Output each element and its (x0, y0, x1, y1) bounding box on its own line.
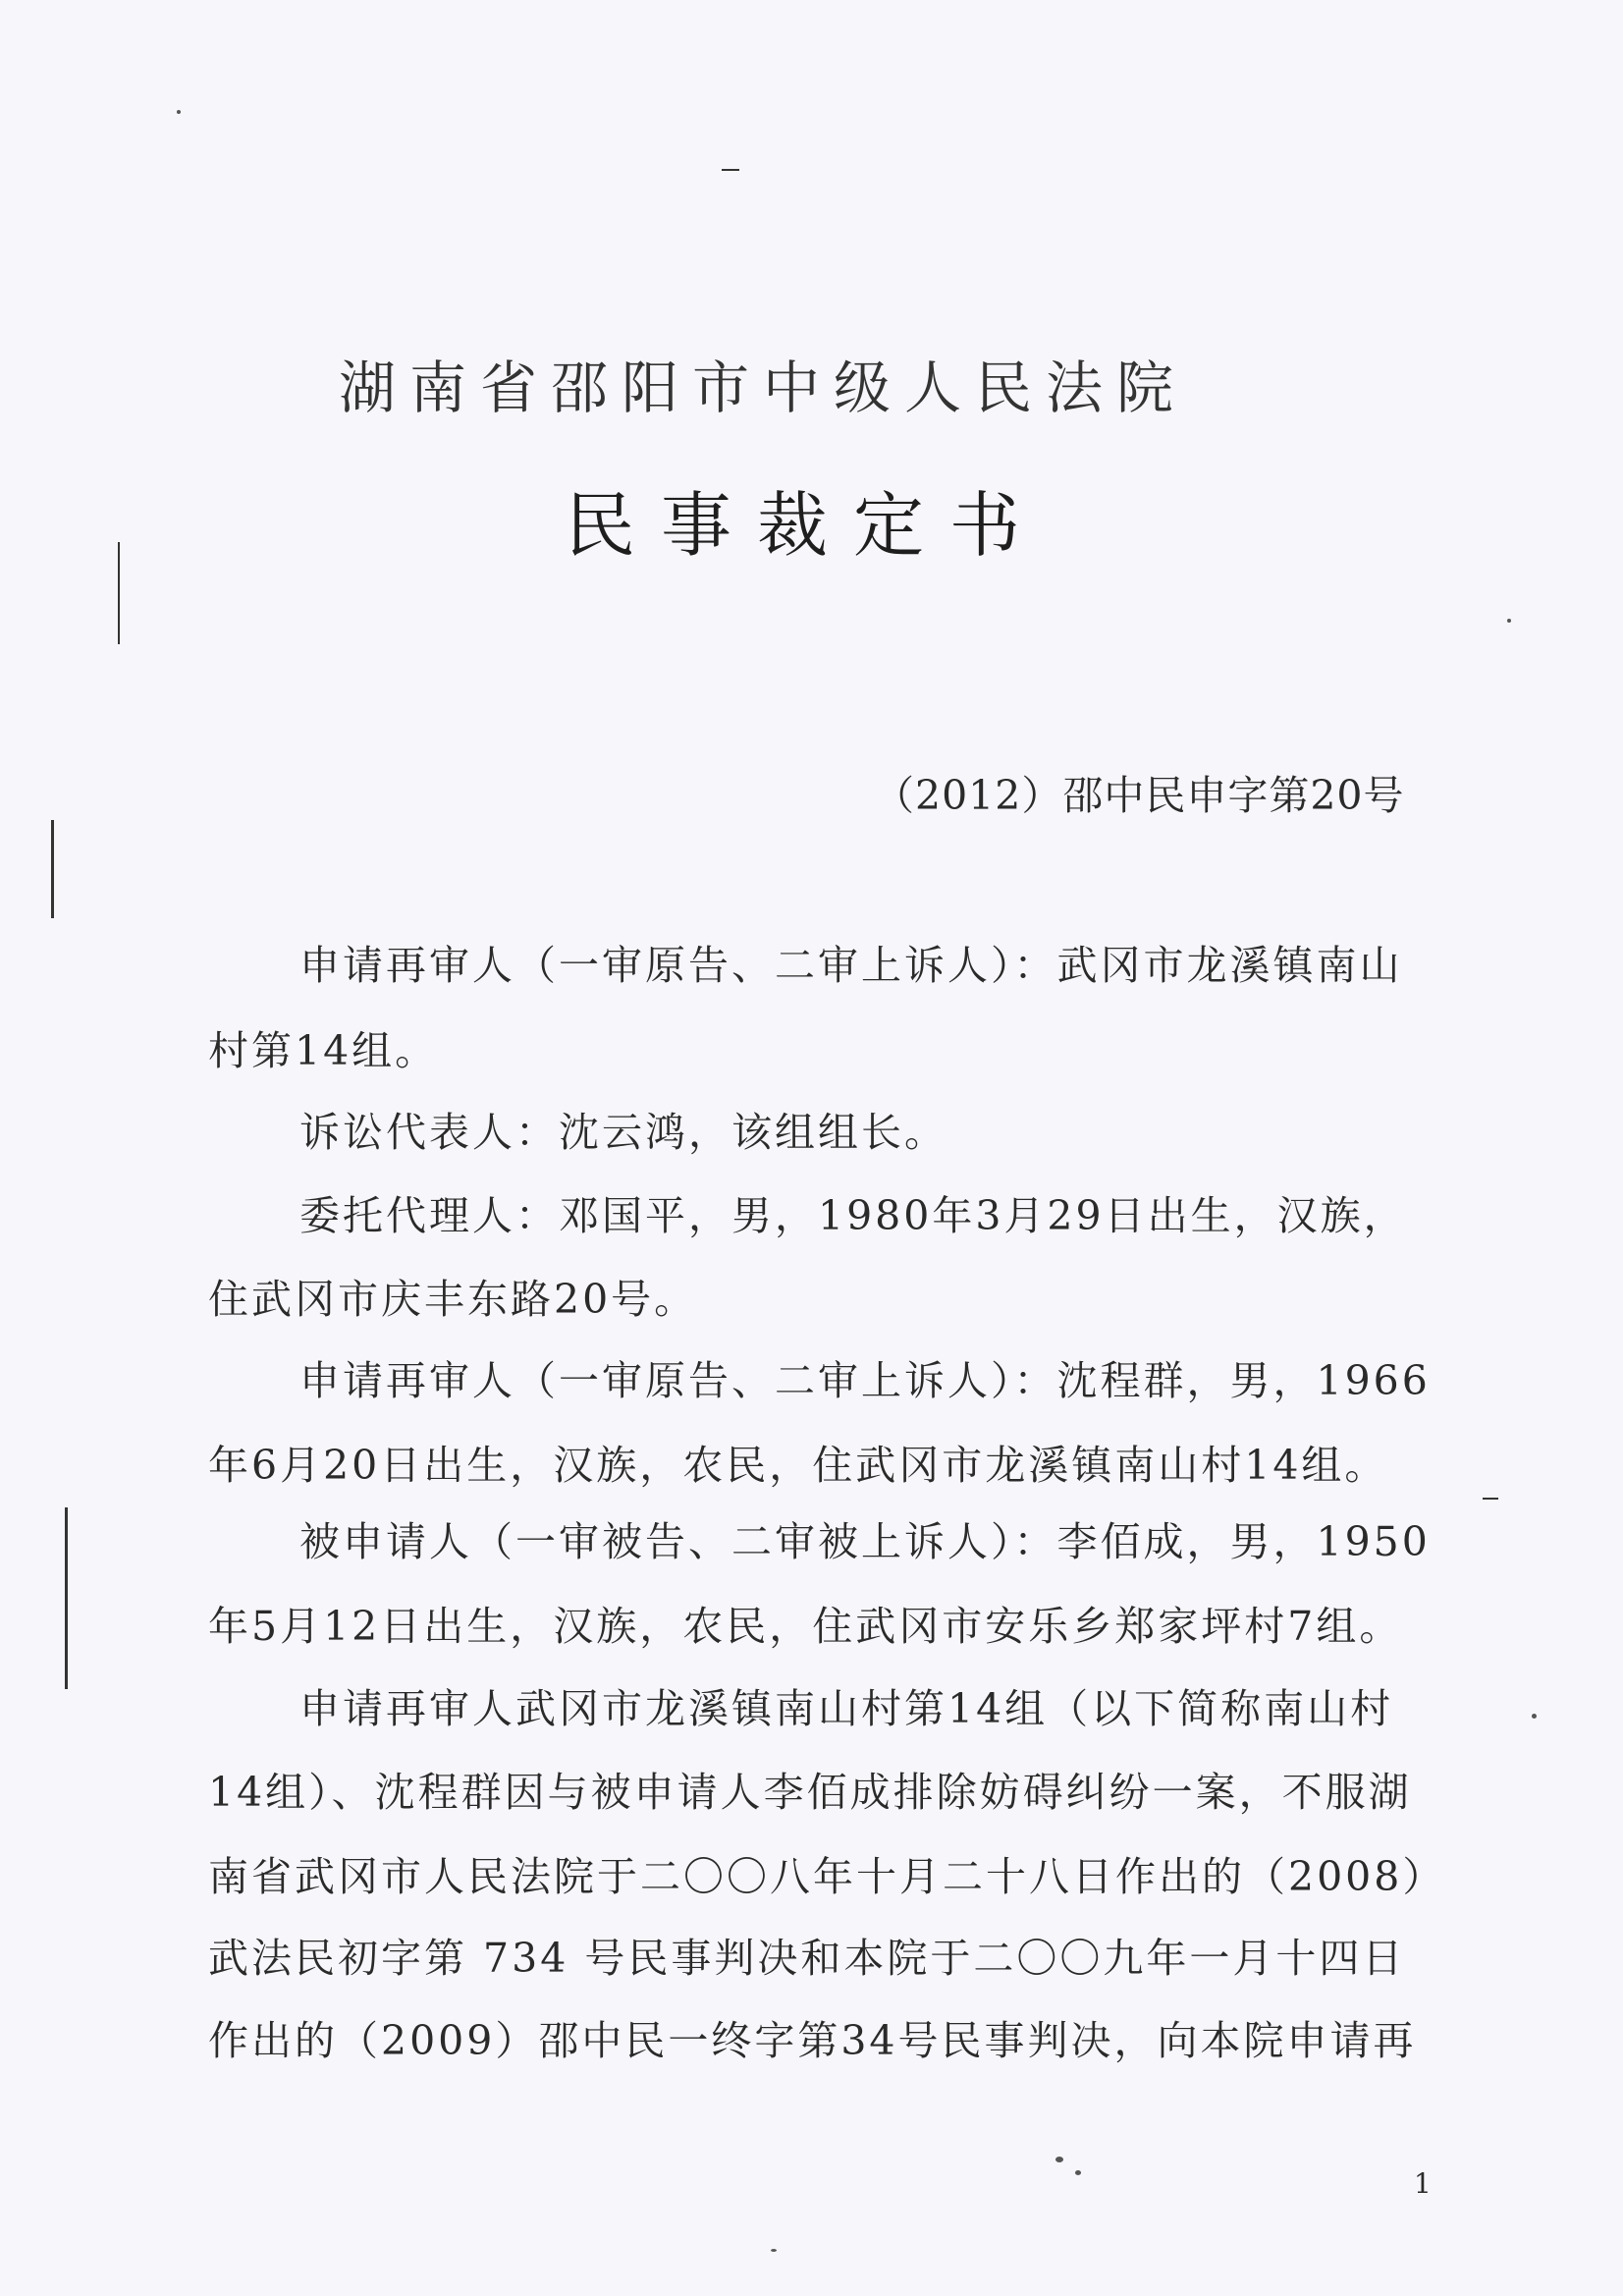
body-line: 委托代理人：邓国平，男，1980年3月29日出生，汉族， (299, 1192, 1407, 1239)
scan-speck (1507, 619, 1511, 623)
scan-mark (1483, 1498, 1498, 1500)
body-line: 申请再审人（一审原告、二审上诉人）：武冈市龙溪镇南山 (299, 942, 1403, 989)
body-line: 村第14组。 (208, 1027, 439, 1074)
body-line: 年5月12日出生，汉族，农民，住武冈市安乐乡郑家坪村7组。 (208, 1603, 1403, 1650)
document-title: 民事裁定书 (565, 484, 1047, 567)
case-number: （2012）邵中民申字第20号 (874, 772, 1405, 819)
body-line: 年6月20日出生，汉族，农民，住武冈市龙溪镇南山村14组。 (208, 1442, 1388, 1489)
body-line: 申请再审人武冈市龙溪镇南山村第14组（以下简称南山村 (299, 1685, 1394, 1732)
court-name: 湖南省邵阳市中级人民法院 (339, 355, 1188, 421)
scan-mark (118, 542, 120, 644)
scan-speck (1532, 1714, 1537, 1719)
scan-speck (177, 110, 181, 114)
scan-speck (1075, 2170, 1081, 2175)
scan-mark (722, 169, 739, 171)
scan-speck (771, 2249, 777, 2252)
body-line: 被申请人（一审被告、二审被上诉人）：李佰成，男，1950 (299, 1518, 1431, 1565)
body-line: 南省武冈市人民法院于二〇〇八年十月二十八日作出的（2008） (208, 1853, 1446, 1900)
scan-speck (1055, 2157, 1063, 2162)
body-line: 诉讼代表人：沈云鸿，该组组长。 (299, 1109, 947, 1156)
body-line: 住武冈市庆丰东路20号。 (208, 1276, 698, 1323)
scan-mark (65, 1507, 68, 1689)
page-number: 1 (1414, 2167, 1432, 2200)
body-line: 武法民初字第 734 号民事判决和本院于二〇〇九年一月十四日 (208, 1935, 1406, 1982)
scan-mark (51, 820, 54, 918)
body-line: 申请再审人（一审原告、二审上诉人）：沈程群，男，1966 (299, 1357, 1431, 1404)
body-line: 作出的（2009）邵中民一终字第34号民事判决，向本院申请再 (208, 2017, 1417, 2064)
body-line: 14组）、沈程群因与被申请人李佰成排除妨碍纠纷一案，不服湖 (208, 1769, 1412, 1816)
